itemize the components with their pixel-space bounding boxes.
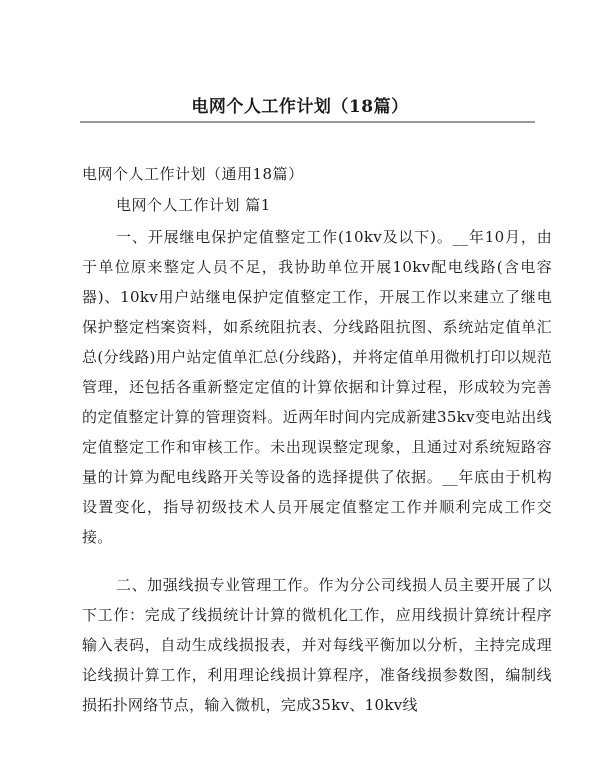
section-heading: 电网个人工作计划 篇1 (116, 196, 271, 214)
document-title: 电网个人工作计划（18篇） (191, 97, 409, 117)
paragraph-relay-protection: 一、开展继电保护定值整定工作(10kv及以下)。__年10月，由于单位原来整定人员不足，我协助单位开展10kv配电线路(含电容器)、10kv用户站继电保护定值整定工作，开展工作以来建立了继电保护整定档案资料，如系统阻抗表、分线路阻抗图、系统站定值单汇总(分线路)用户站定值单汇总(分线路)，并将定值单用微机打印以规范管理，还包括各重新整定定值的计算依据和计算过程，形成较为完善的定值整定计算的管理资料。近两年时间内完成新建35kv变电站出线定值整定工作和审核工作。未出现误整定现象，且通过对系统短路容量的计算为配电线路开关等设备的选择提供了依据。__年底由于机构设置变化，指导初级技术人员开展定值整定工作并顺利完成工作交接。 (82, 228, 552, 546)
paragraph-line-loss: 二、加强线损专业管理工作。作为分公司线损人员主要开展了以下工作：完成了线损统计计算的微机化工作，应用线损计算统计程序输入表码，自动生成线损报表，并对每线平衡加以分析，主持完成理论线损计算工作，利用理论线损计算程序，准备线损参数图，编制线损拓扑网络节点，输入微机，完成35kv、10kv线 (82, 576, 552, 714)
title-divider (80, 121, 535, 123)
document-subtitle: 电网个人工作计划（通用18篇） (82, 165, 304, 183)
